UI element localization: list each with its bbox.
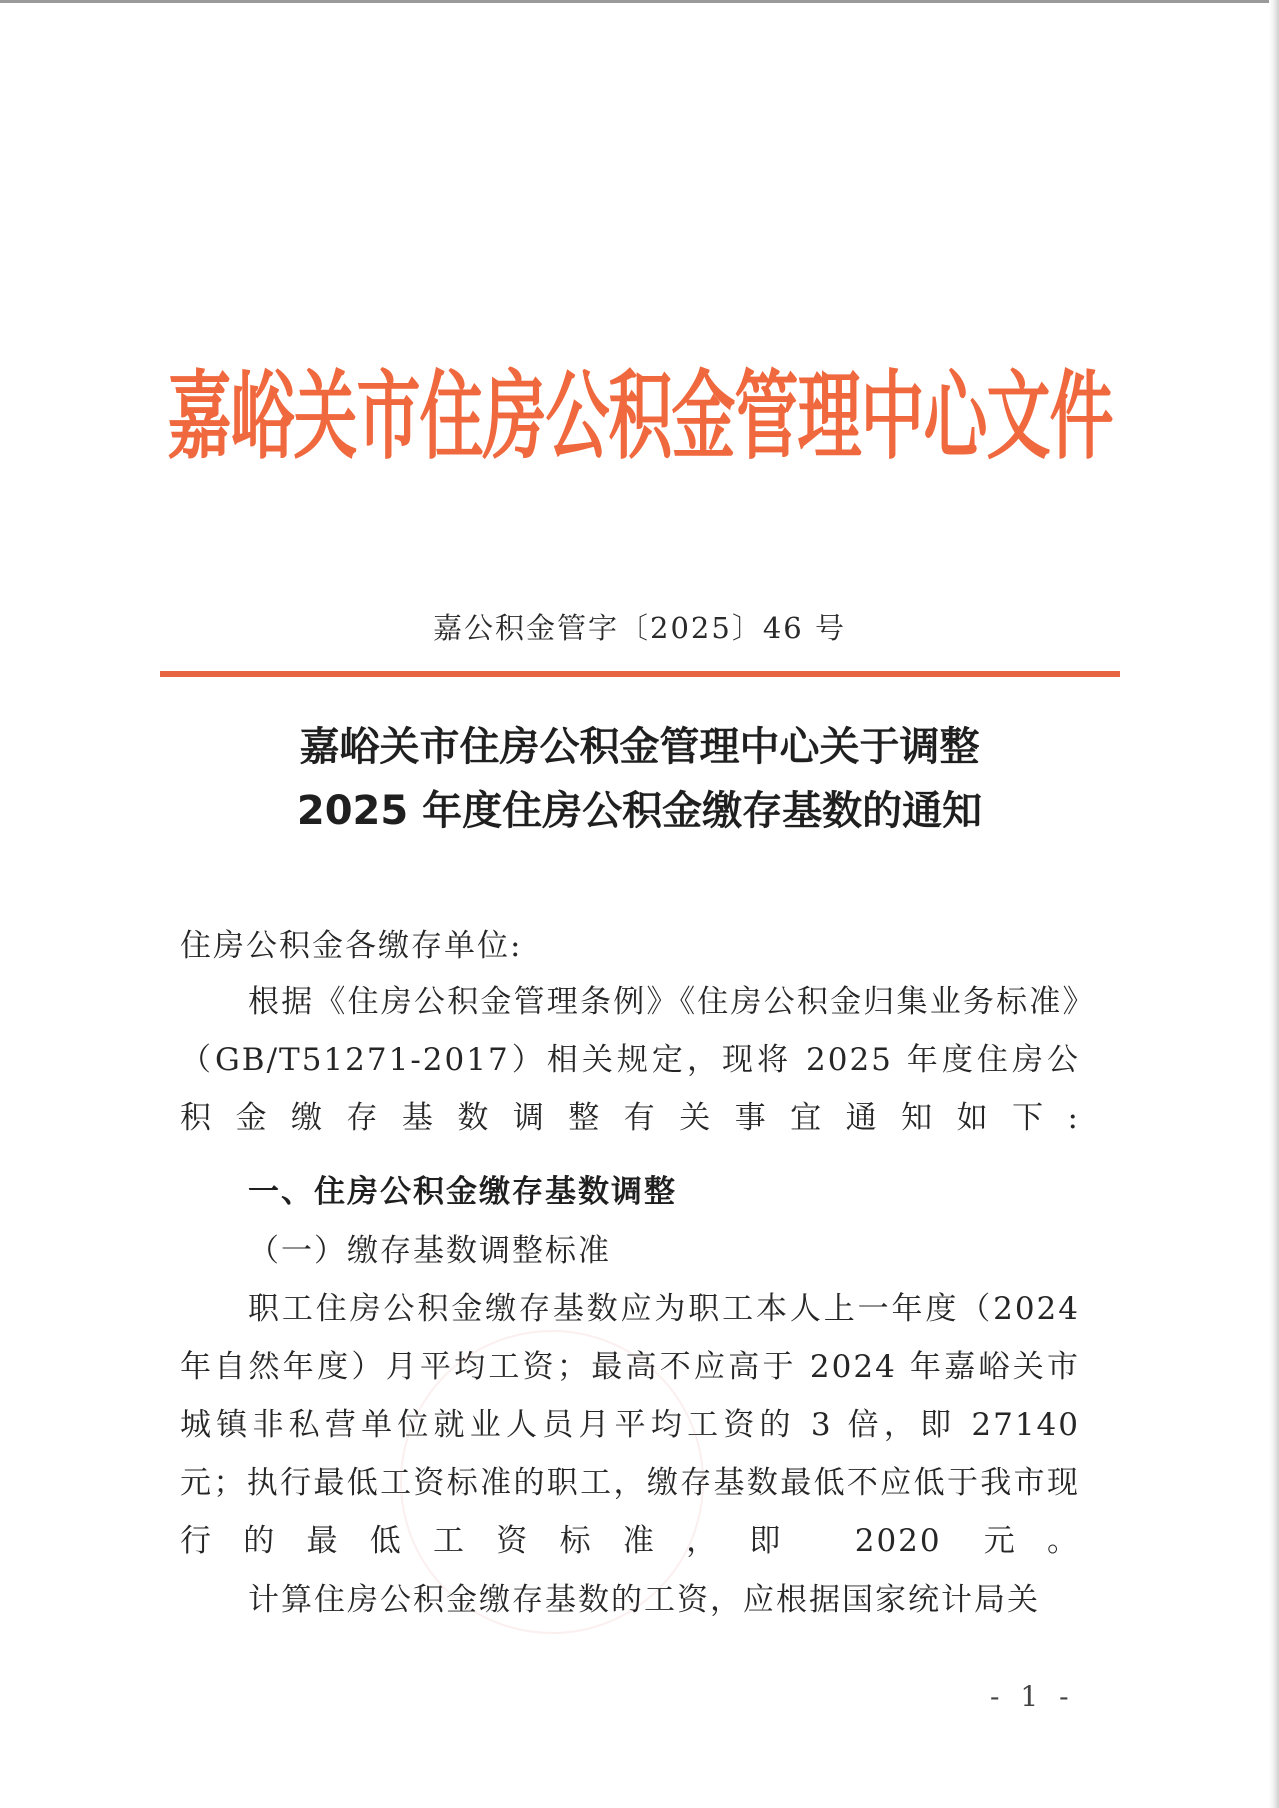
intro-paragraph: 根据《住房公积金管理条例》《住房公积金归集业务标准》（GB/T51271-2017）相关规定，现将 2025 年度住房公积金缴存基数调整有关事宜通知如下: — [180, 984, 1080, 1136]
document-number: 嘉公积金管字〔2025〕46 号 — [433, 611, 846, 645]
standard-paragraph: 职工住房公积金缴存基数应为职工本人上一年度（2024 年自然年度）月平均工资；最高不应高于 2024 年嘉峪关市城镇非私营单位就业人员月平均工资的 3 倍，即 27140 元；执行最低工资标准的职工，缴存基数最低不应低于我市现行的最低工资标准，即 2020 元。 — [180, 1291, 1080, 1559]
subsection-1-heading: （一）缴存基数调整标准 — [248, 1233, 611, 1269]
red-divider-rule — [160, 671, 1120, 677]
notice-title-line-2: 2025 年度住房公积金缴存基数的通知 — [296, 788, 983, 834]
calculation-paragraph: 计算住房公积金缴存基数的工资，应根据国家统计局关 — [248, 1582, 1040, 1618]
salutation: 住房公积金各缴存单位: — [180, 928, 523, 964]
scan-edge-top — [0, 0, 1279, 3]
page-number: - 1 - — [990, 1680, 1075, 1713]
notice-title-line-1: 嘉峪关市住房公积金管理中心关于调整 — [299, 724, 980, 770]
notice-title — [0, 715, 1279, 843]
scan-edge-right — [1269, 0, 1279, 1808]
section-1-heading: 一、住房公积金缴存基数调整 — [248, 1174, 677, 1210]
red-header-title: 嘉峪关市住房公积金管理中心文件 — [167, 362, 1113, 474]
